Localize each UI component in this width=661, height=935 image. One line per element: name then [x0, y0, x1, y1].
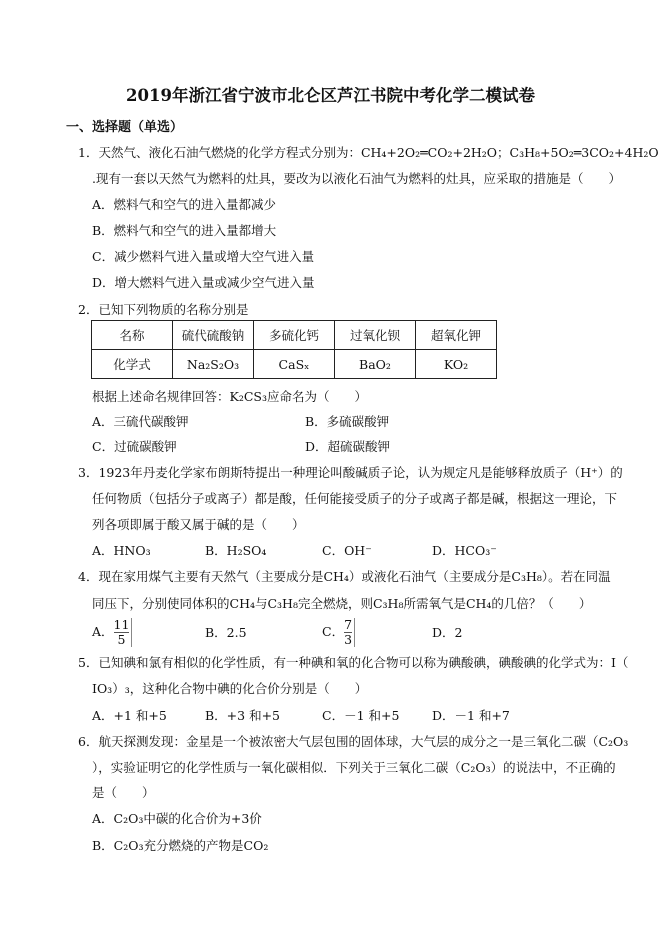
numerator: 7	[344, 617, 353, 632]
option-a: A．三硫代碳酸钾	[92, 414, 189, 429]
option-b: B．H₂SO₄	[205, 543, 267, 558]
option-d: D．HCO₃⁻	[432, 543, 497, 558]
option-b: B．燃料气和空气的进入量都增大	[92, 223, 277, 238]
page-title: 2019年浙江省宁波市北仑区芦江书院中考化学二模试卷	[126, 86, 535, 105]
table-cell: 多硫化钙	[254, 321, 335, 350]
option-c: C．过硫碳酸钾	[92, 439, 177, 454]
option-c: C．－1 和+5	[322, 708, 400, 723]
option-a: A．燃料气和空气的进入量都减少	[92, 197, 277, 212]
question-text: 5．已知碘和氯有相似的化学性质，有一种碘和氧的化合物可以称为碘酸碘，碘酸碘的化学式为：I（	[78, 655, 629, 670]
question-text: 4．现在家用煤气主要有天然气（主要成分是CH₄）或液化石油气（主要成分是C₃H₈）。若在同温	[78, 569, 611, 584]
option-a: A．+1 和+5	[92, 708, 167, 723]
question-text: 2．已知下列物质的名称分别是	[78, 302, 249, 317]
question-text: 是（ ）	[92, 785, 155, 800]
option-b: B．+3 和+5	[205, 708, 281, 723]
section-heading: 一、选择题（单选）	[66, 120, 184, 135]
table-cell: 超氧化钾	[416, 321, 497, 350]
option-c	[322, 618, 355, 647]
naming-table	[91, 320, 497, 379]
table-cell: 名称	[92, 321, 173, 350]
table-cell: Na₂S₂O₃	[173, 350, 254, 379]
table-row	[92, 350, 497, 379]
denominator: 3	[344, 632, 353, 647]
table-cell: KO₂	[416, 350, 497, 379]
option-label: A．	[92, 624, 114, 639]
option-d: D．2	[432, 625, 463, 640]
fraction	[114, 618, 133, 647]
option-d: D．增大燃料气进入量或减少空气进入量	[92, 275, 315, 290]
option-b: B．多硫碳酸钾	[305, 414, 390, 429]
question-text: 同压下，分别使同体积的CH₄与C₃H₈完全燃烧，则C₃H₈所需氧气是CH₄的几倍？（ ）	[92, 596, 592, 611]
option-a	[92, 618, 132, 647]
option-b: B．C₂O₃充分燃烧的产物是CO₂	[92, 838, 269, 853]
option-label: C．	[322, 624, 345, 639]
fraction	[344, 618, 355, 647]
denominator: 5	[117, 632, 126, 647]
question-text: .现有一套以天然气为燃料的灶具，要改为以液化石油气为燃料的灶具，应采取的措施是（ ）	[92, 171, 621, 186]
option-c: C．OH⁻	[322, 543, 372, 558]
question-text: 任何物质（包括分子或离子）都是酸，任何能接受质子的分子或离子都是碱，根据这一理论，下	[92, 491, 618, 506]
option-c: C．减少燃料气进入量或增大空气进入量	[92, 249, 315, 264]
question-text: 列各项即属于酸又属于碱的是（ ）	[92, 517, 305, 532]
option-a: A．C₂O₃中碳的化合价为+3价	[92, 811, 262, 826]
question-text: 根据上述命名规律回答：K₂CS₃应命名为（ ）	[92, 389, 367, 404]
table-cell: BaO₂	[335, 350, 416, 379]
option-b: B．2.5	[205, 625, 247, 640]
option-d: D．－1 和+7	[432, 708, 510, 723]
option-a: A．HNO₃	[92, 543, 151, 558]
table-cell: 过氧化钡	[335, 321, 416, 350]
question-text: 1．天然气、液化石油气燃烧的化学方程式分别为：CH₄+2O₂═CO₂+2H₂O；C₃H₈+5O₂═3CO₂+4H₂O	[78, 145, 659, 160]
table-cell: 硫代硫酸钠	[173, 321, 254, 350]
question-text: 3．1923年丹麦化学家布朗斯特提出一种理论叫酸碱质子论，认为规定凡是能够释放质子（H⁺）的	[78, 465, 623, 480]
option-d: D．超硫碳酸钾	[305, 439, 391, 454]
table-row	[92, 321, 497, 350]
table-cell: CaSₓ	[254, 350, 335, 379]
question-text: ），实验证明它的化学性质与一氧化碳相似．下列关于三氧化二碳（C₂O₃）的说法中，不正确的	[92, 760, 616, 775]
question-text: 6．航天探测发现：金星是一个被浓密大气层包围的固体球，大气层的成分之一是三氧化二碳（C₂O₃	[78, 734, 629, 749]
question-text: IO₃）₃，这种化合物中碘的化合价分别是（ ）	[92, 681, 368, 696]
numerator: 11	[113, 617, 130, 632]
table-cell: 化学式	[92, 350, 173, 379]
